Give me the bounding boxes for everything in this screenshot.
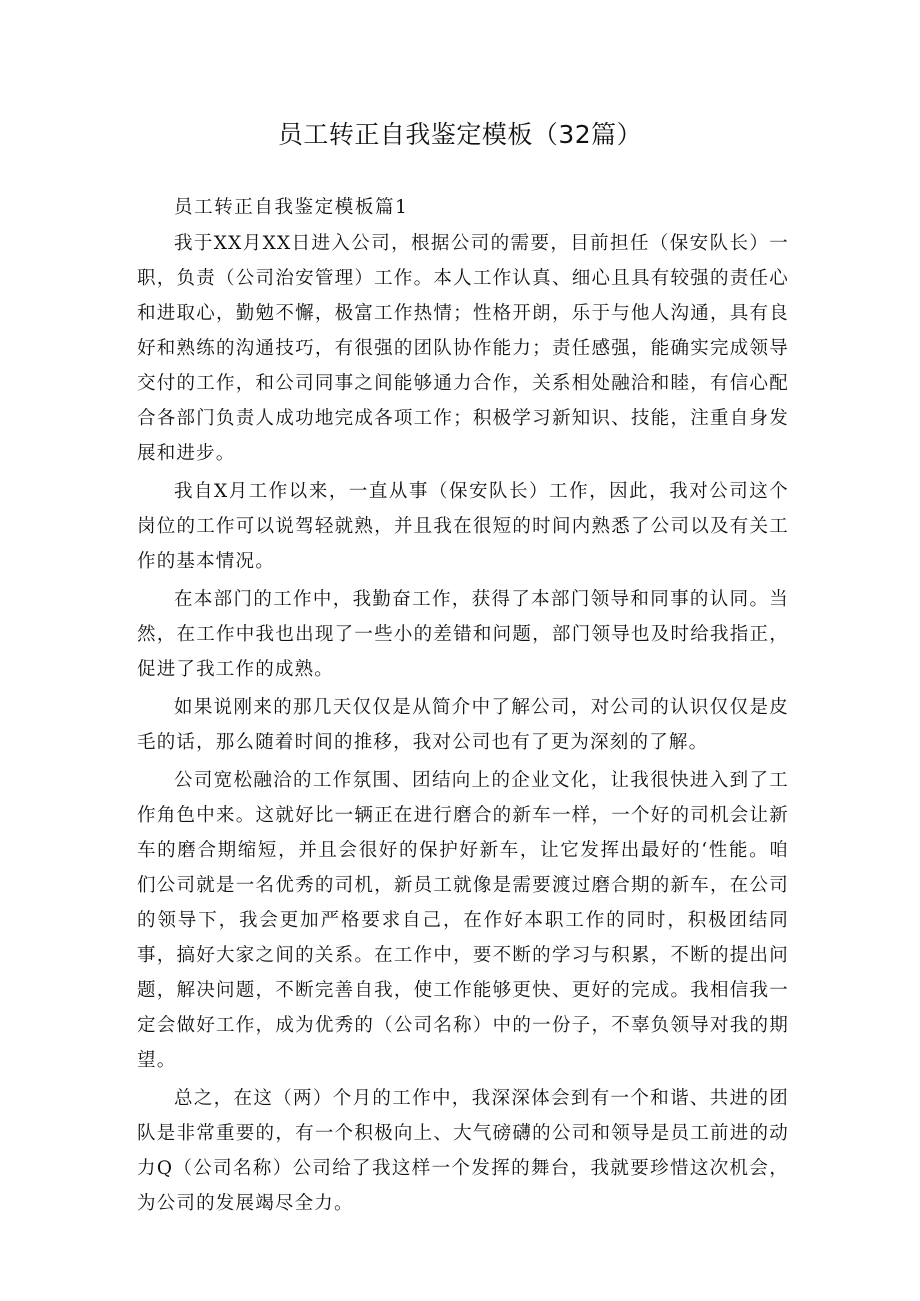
document-title: 员工转正自我鉴定模板（32篇） [277, 120, 643, 149]
section-heading: 员工转正自我鉴定模板篇1 [174, 197, 409, 218]
document-body [137, 190, 789, 1224]
paragraph: 如果说刚来的那几天仅仅是从简介中了解公司，对公司的认识仅仅是皮毛的话，那么随着时间的推移，我对公司也有了更为深刻的了解。 [137, 697, 789, 753]
paragraph: 在本部门的工作中，我勤奋工作，获得了本部门领导和同事的认同。当然，在工作中我也出现了一些小的差错和问题，部门领导也及时给我指正，促进了我工作的成熟。 [137, 589, 789, 680]
paragraph: 总之，在这（两）个月的工作中，我深深体会到有一个和谐、共进的团队是非常重要的，有一个积极向上、大气磅礴的公司和领导是员工前进的动力Q（公司名称）公司给了我这样一个发挥的舞台，我就要珍惜这次机会，为公司的发展竭尽全力。 [137, 1088, 789, 1214]
paragraph: 我于XX月XX日进入公司，根据公司的需要，目前担任（保安队长）一职，负责（公司治安管理）工作。本人工作认真、细心且具有较强的责任心和进取心，勤勉不懈，极富工作热情；性格开朗，乐于与他人沟通，具有良好和熟练的沟通技巧，有很强的团队协作能力；责任感强，能确实完成领导交付的工作，和公司同事之间能够通力合作，关系相处融洽和睦，有信心配合各部门负责人成功地完成各项工作；积极学习新知识、技能，注重自身发展和进步。 [137, 233, 789, 464]
paragraph: 我自X月工作以来，一直从事（保安队长）工作，因此，我对公司这个岗位的工作可以说驾轻就熟，并且我在很短的时间内熟悉了公司以及有关工作的基本情况。 [137, 481, 789, 572]
paragraph: 公司宽松融洽的工作氛围、团结向上的企业文化，让我很快进入到了工作角色中来。这就好比一辆正在进行磨合的新车一样，一个好的司机会让新车的磨合期缩短，并且会很好的保护好新车，让它发挥出最好的‘性能。咱们公司就是一名优秀的司机，新员工就像是需要渡过磨合期的新车，在公司的领导下，我会更加严格要求自己，在作好本职工作的同时，积极团结同事，搞好大家之间的关系。在工作中，要不断的学习与积累，不断的提出问题，解决问题，不断完善自我，使工作能够更快、更好的完成。我相信我一定会做好工作，成为优秀的（公司名称）中的一份子，不辜负领导对我的期望。 [137, 770, 789, 1071]
